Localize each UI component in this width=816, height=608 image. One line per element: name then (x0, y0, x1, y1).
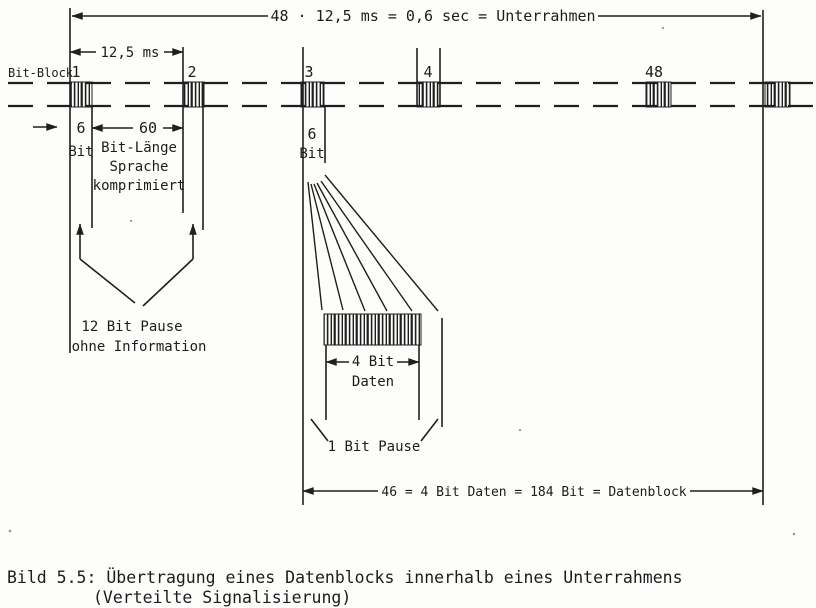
pause-note-line1: 12 Bit Pause (81, 319, 183, 335)
bit-block-next-frame (765, 82, 790, 107)
detail-dim-line1: 4 Bit (351, 354, 395, 370)
bit-block-3 (301, 82, 324, 107)
fan-line-5 (321, 181, 412, 311)
detail-pause-bracket-left (311, 419, 328, 441)
block-number-1: 1 (71, 63, 81, 81)
fan-line-3 (314, 184, 365, 311)
dim-6bit-unit: Bit (68, 144, 94, 160)
block3-dim-value: 6 (307, 125, 317, 143)
detail-pause-bracket-right (421, 419, 438, 441)
block-number-48: 48 (644, 63, 664, 81)
caption-line2: (Verteilte Signalisierung) (93, 588, 352, 607)
pause-note-line2: ohne Information (71, 339, 207, 355)
pause-diagonal-left (80, 259, 135, 303)
bit-block-2 (183, 82, 204, 107)
bit-block-1 (70, 82, 92, 107)
block3-dim-unit: Bit (299, 146, 325, 162)
detail-dim-line2: Daten (351, 374, 395, 390)
scan-speck (662, 27, 664, 29)
scan-speck (9, 530, 12, 533)
fan-line-6 (325, 175, 438, 311)
block-number-3: 3 (304, 63, 314, 81)
scan-speck (793, 533, 796, 536)
dim-60bit-value: 60 (138, 119, 158, 137)
dim-60bit-line1: Bit-Länge (101, 140, 177, 156)
bit-block-4 (417, 82, 440, 107)
dim-60bit-line2: Sprache (109, 159, 169, 175)
row-label: Bit-Block (8, 66, 74, 80)
block-number-4: 4 (423, 63, 433, 81)
dim-6bit-value: 6 (76, 119, 86, 137)
magnified-bit-block (324, 314, 421, 345)
top-dimension-label: 48 · 12,5 ms = 0,6 sec = Unterrahmen (270, 7, 596, 25)
block-period-label: 12,5 ms (100, 45, 160, 61)
caption-line1: Bild 5.5: Übertragung eines Datenblocks innerhalb eines Unterrahmens (7, 568, 683, 587)
pause-diagonal-right (143, 259, 193, 306)
block-number-2: 2 (187, 63, 197, 81)
bit-block-48 (646, 82, 671, 107)
scan-speck (519, 429, 521, 431)
detail-pause-label: 1 Bit Pause (327, 439, 421, 455)
bottom-dimension-label: 46 = 4 Bit Daten = 184 Bit = Datenblock (381, 485, 687, 500)
dim-60bit-line3: komprimiert (92, 178, 186, 194)
scan-speck (130, 220, 132, 222)
